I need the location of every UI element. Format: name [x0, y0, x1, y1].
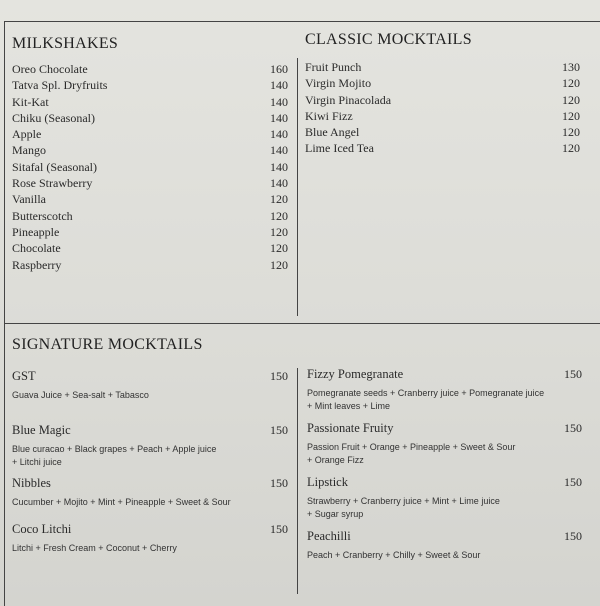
item-price: 140 [270, 94, 288, 109]
item-price: 120 [562, 92, 580, 107]
item-price: 150 [564, 475, 582, 489]
item-name: Lime Iced Tea [305, 141, 374, 156]
item-name: Kiwi Fizz [305, 108, 353, 123]
milkshakes-list [12, 62, 288, 274]
menu-item [12, 241, 288, 257]
item-name: Vanilla [12, 192, 46, 207]
left-border [4, 21, 5, 606]
item-price: 140 [270, 127, 288, 142]
item-price: 150 [270, 522, 288, 536]
item-price: 150 [564, 529, 582, 543]
item-name: Coco Litchi [12, 522, 72, 536]
item-price: 140 [270, 176, 288, 191]
signature-item [12, 476, 288, 516]
menu-item [12, 160, 288, 176]
signature-item [307, 475, 582, 519]
item-price: 120 [270, 257, 288, 272]
item-price: 120 [270, 224, 288, 239]
item-price: 160 [270, 62, 288, 76]
item-name: Chocolate [12, 241, 61, 256]
item-name: Virgin Pinacolada [305, 92, 392, 107]
item-name: Nibbles [12, 476, 51, 490]
item-ingredients: Pomegranate seeds + Cranberry juice + Pomegranate juice + Mint leaves + Lime [307, 388, 545, 411]
item-ingredients: Peach + Cranberry + Chilly + Sweet & Sour [307, 550, 481, 560]
classic-mocktails-heading: CLASSIC MOCKTAILS [305, 31, 472, 48]
item-price: 150 [270, 369, 288, 383]
item-ingredients: Guava Juice + Sea-salt + Tabasco [12, 390, 149, 400]
signature-item [307, 529, 582, 569]
item-name: Lipstick [307, 475, 348, 489]
item-price: 150 [270, 476, 288, 490]
item-name: Sitafal (Seasonal) [12, 159, 97, 174]
menu-item [12, 192, 288, 208]
item-name: Kit-Kat [12, 94, 49, 109]
item-price: 120 [562, 76, 580, 91]
bottom-column-divider [297, 368, 298, 594]
item-name: Butterscotch [12, 208, 73, 223]
item-name: Apple [12, 127, 42, 142]
item-price: 150 [564, 367, 582, 381]
item-name: Rose Strawberry [12, 176, 93, 191]
item-name: Fizzy Pomegranate [307, 367, 404, 381]
menu-item [12, 176, 288, 192]
item-ingredients: Strawberry + Cranberry juice + Mint + Lime juice + Sugar syrup [307, 496, 500, 519]
item-price: 140 [270, 78, 288, 93]
item-price: 120 [562, 141, 580, 156]
item-name: Virgin Mojito [305, 76, 372, 91]
menu-item [12, 225, 288, 241]
item-price: 140 [270, 143, 288, 158]
item-name: Blue Magic [12, 423, 71, 437]
item-ingredients: Cucumber + Mojito + Mint + Pineapple + Sweet & Sour [12, 497, 231, 507]
item-ingredients: Passion Fruit + Orange + Pineapple + Sweet & Sour + Orange Fizz [307, 442, 516, 465]
item-name: Peachilli [307, 529, 351, 543]
item-price: 140 [270, 159, 288, 174]
item-price: 120 [270, 192, 288, 207]
item-name: GST [12, 369, 36, 383]
menu-item [12, 111, 288, 127]
signature-item [307, 367, 582, 411]
menu-item [12, 62, 288, 78]
top-column-divider [297, 58, 298, 316]
signature-item [12, 423, 288, 467]
menu-item [12, 95, 288, 111]
signature-item [12, 522, 288, 562]
item-price: 140 [270, 110, 288, 125]
menu-item [12, 127, 288, 143]
item-name: Mango [12, 143, 46, 158]
signature-item [12, 369, 288, 409]
item-price: 120 [270, 208, 288, 223]
item-name: Raspberry [12, 257, 62, 272]
menu-item [12, 143, 288, 159]
menu-item [305, 76, 580, 92]
top-border [4, 21, 600, 22]
menu-item [305, 109, 580, 125]
milkshakes-heading: MILKSHAKES [12, 35, 119, 52]
item-name: Blue Angel [305, 125, 360, 140]
item-price: 120 [562, 125, 580, 140]
menu-item [12, 78, 288, 94]
item-ingredients: Litchi + Fresh Cream + Coconut + Cherry [12, 543, 177, 553]
menu-item [305, 60, 580, 76]
section-divider [4, 323, 600, 324]
signature-item [307, 421, 582, 465]
classic-mocktails-list [305, 60, 580, 158]
item-price: 150 [270, 423, 288, 437]
menu-item [305, 141, 580, 157]
item-name: Pineapple [12, 224, 60, 239]
menu-item [12, 209, 288, 225]
item-name: Tatva Spl. Dryfruits [12, 78, 108, 93]
item-ingredients: Blue curacao + Black grapes + Peach + Apple juice + Litchi juice [12, 444, 217, 467]
item-name: Passionate Fruity [307, 421, 394, 435]
item-name: Fruit Punch [305, 60, 362, 74]
menu-item [305, 93, 580, 109]
signature-mocktails-heading: SIGNATURE MOCKTAILS [12, 336, 203, 353]
item-name: Oreo Chocolate [12, 62, 88, 76]
item-price: 130 [562, 60, 580, 74]
item-price: 150 [564, 421, 582, 435]
item-price: 120 [562, 108, 580, 123]
menu-item [12, 258, 288, 274]
item-name: Chiku (Seasonal) [12, 110, 95, 125]
menu-item [305, 125, 580, 141]
item-price: 120 [270, 241, 288, 256]
